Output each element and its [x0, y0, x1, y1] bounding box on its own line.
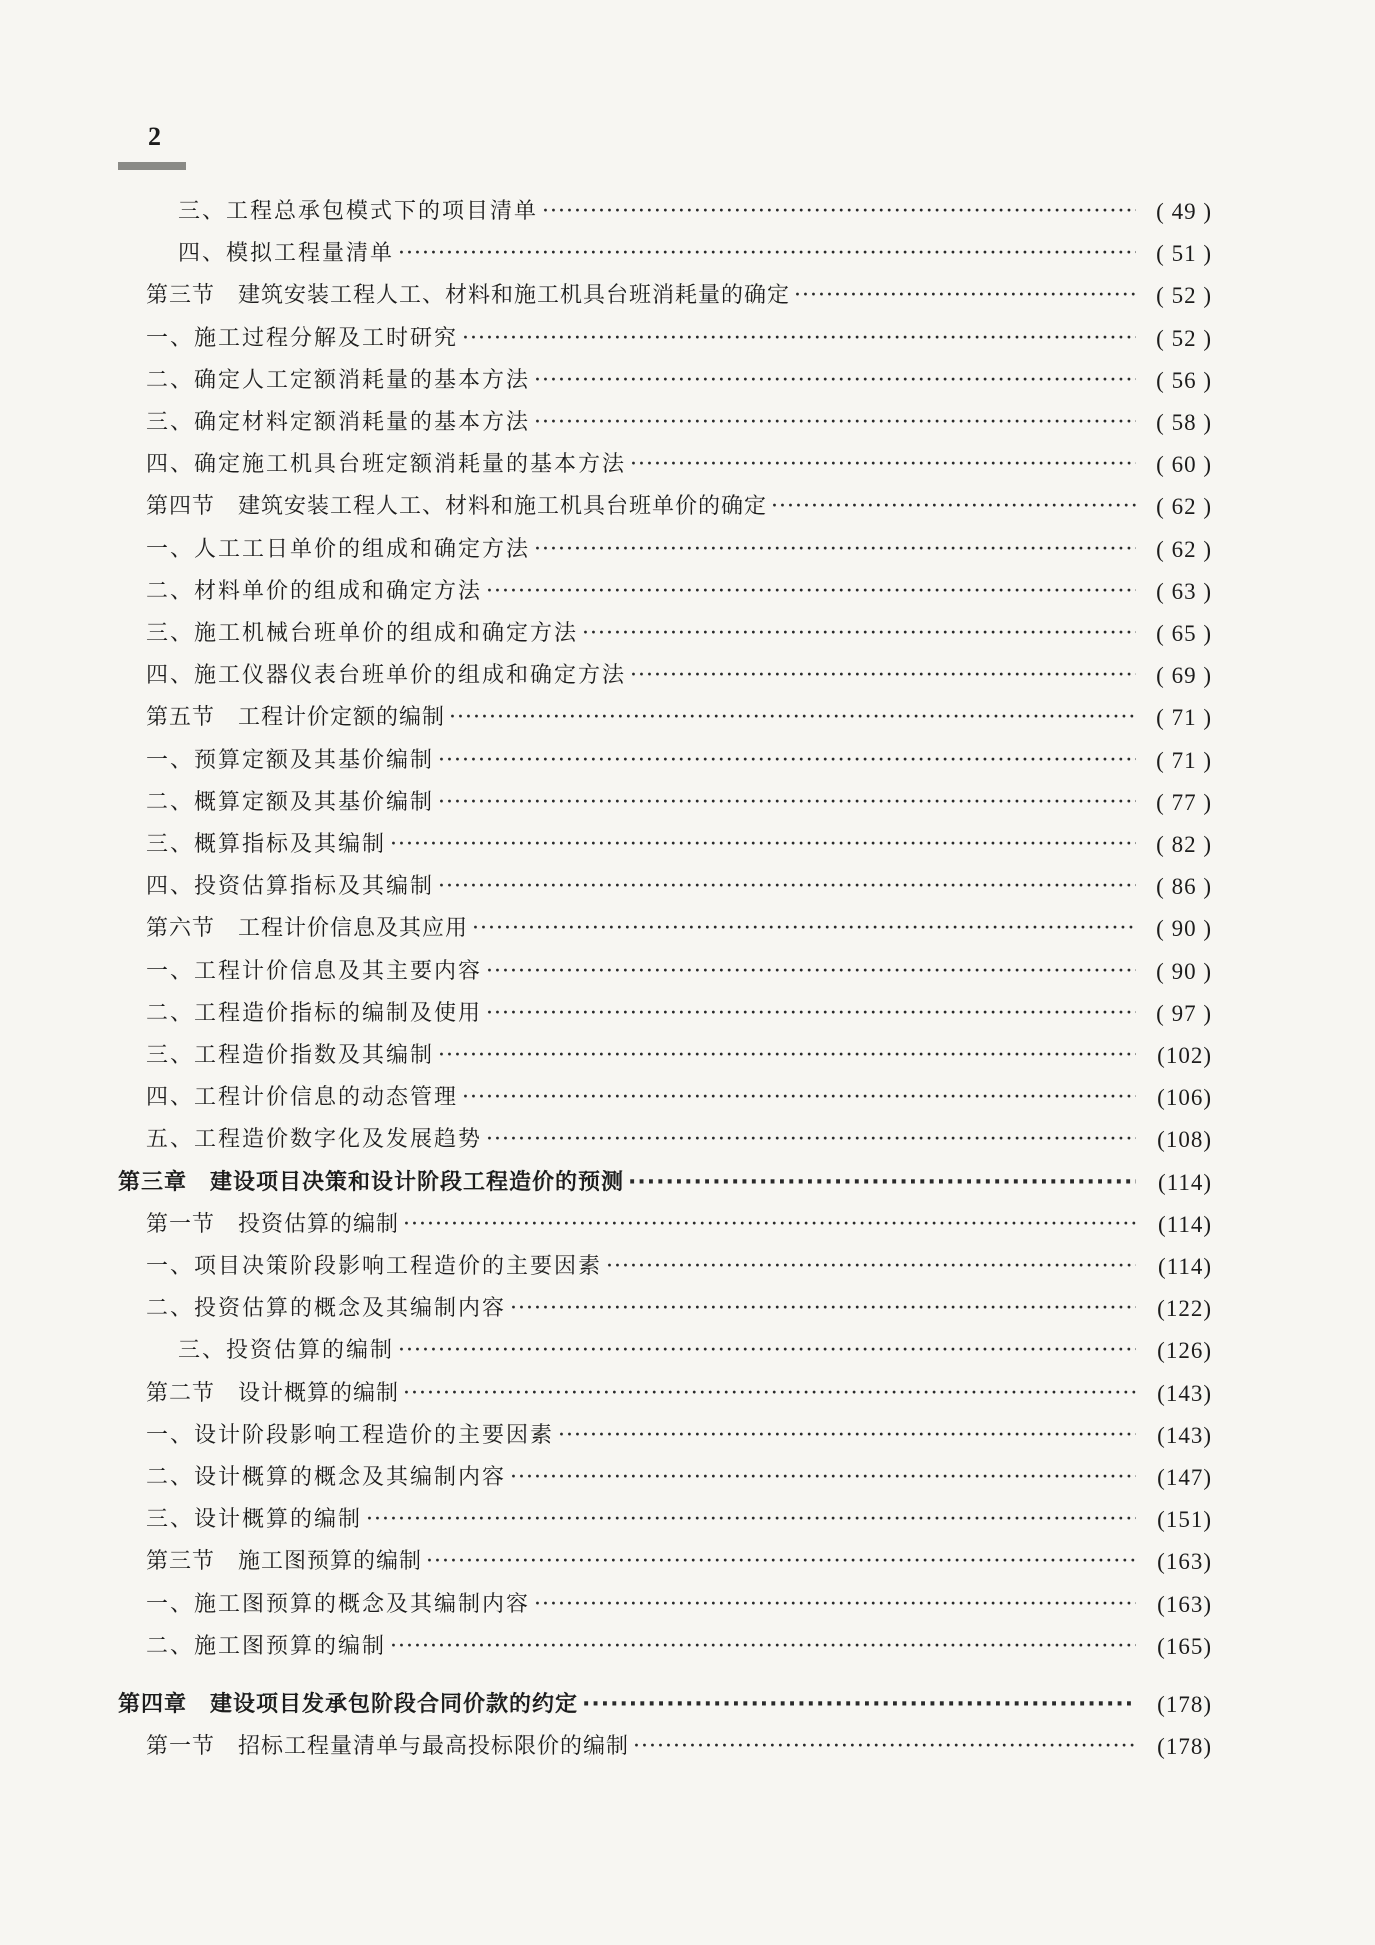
toc-item-row: [146, 870, 1212, 904]
toc-item-row: [146, 828, 1212, 862]
toc-entry-page: (178): [1157, 1734, 1212, 1760]
toc-item-row: [146, 1503, 1212, 1537]
toc-leader-dots: [403, 1377, 1136, 1411]
toc-entry-page: (106): [1157, 1085, 1212, 1111]
toc-leader-dots: [486, 997, 1136, 1031]
toc-entry-title: 第一节 投资估算的编制: [146, 1211, 400, 1237]
toc-item-row: [146, 659, 1212, 693]
toc-item-row: [146, 744, 1212, 778]
toc-section-row: [146, 490, 1212, 524]
toc-entry-page: ( 62 ): [1156, 536, 1212, 562]
toc-entry-title: 二、概算定额及其基价编制: [146, 789, 435, 815]
toc-entry-title: 第三节 建筑安装工程人工、材料和施工机具台班消耗量的确定: [146, 283, 791, 309]
toc-section-row: [146, 1730, 1212, 1764]
toc-entry-title: 三、工程总承包模式下的项目清单: [178, 199, 539, 224]
toc-entry-title: 一、项目决策阶段影响工程造价的主要因素: [146, 1254, 603, 1279]
toc-leader-dots: [630, 659, 1136, 693]
toc-item-row: [146, 533, 1212, 567]
toc-leader-dots: [398, 1334, 1136, 1368]
toc-item-row: [146, 1250, 1212, 1284]
toc-section-row: [146, 279, 1212, 313]
toc-entry-page: (114): [1158, 1211, 1212, 1237]
toc-leader-dots: [438, 744, 1136, 778]
toc-section-row: [146, 912, 1212, 946]
toc-entry-page: ( 62 ): [1156, 494, 1212, 520]
toc-entry-page: (102): [1157, 1043, 1212, 1068]
toc-entry-page: ( 82 ): [1156, 832, 1212, 857]
toc-entry-title: 第六节 工程计价信息及其应用: [146, 916, 469, 942]
toc-entry-title: 第四章 建设项目发承包阶段合同价款的约定: [118, 1692, 579, 1717]
page-number: 2: [148, 122, 161, 151]
toc-entry-page: (143): [1157, 1422, 1212, 1448]
toc-leader-dots: [606, 1250, 1136, 1284]
toc-entry-title: 二、投资估算的概念及其编制内容: [146, 1296, 507, 1322]
toc-entry-page: ( 52 ): [1156, 283, 1212, 309]
toc-entry-page: (143): [1157, 1380, 1212, 1406]
toc-item-row: [146, 1039, 1212, 1073]
toc-entry-page: (108): [1157, 1127, 1212, 1153]
toc-entry-title: 一、设计阶段影响工程造价的主要因素: [146, 1422, 555, 1448]
toc-section-row: [146, 1377, 1212, 1411]
toc-entry-title: 第五节 工程计价定额的编制: [146, 705, 446, 731]
toc-chapter-row: [118, 1166, 1212, 1200]
toc-entry-title: 三、设计概算的编制: [146, 1507, 363, 1533]
toc-item-row: [146, 617, 1212, 651]
toc-entry-title: 一、施工过程分解及工时研究: [146, 325, 459, 351]
toc-leader-dots: [510, 1292, 1136, 1326]
toc-entry-title: 一、人工工日单价的组成和确定方法: [146, 536, 531, 562]
toc-leader-dots: [403, 1208, 1136, 1242]
toc-section-row: [146, 1545, 1212, 1579]
toc-leader-dots: [390, 828, 1136, 862]
toc-item-row: [146, 1123, 1212, 1157]
toc-leader-dots: [510, 1461, 1136, 1495]
toc-entry-page: ( 56 ): [1156, 367, 1212, 393]
toc-section-row: [146, 1208, 1212, 1242]
toc-leader-dots: [462, 322, 1136, 356]
toc-entry-title: 第四节 建筑安装工程人工、材料和施工机具台班单价的确定: [146, 494, 768, 520]
toc-entry-page: (147): [1157, 1465, 1212, 1490]
toc-item-row: [146, 955, 1212, 989]
toc-leader-dots: [542, 195, 1136, 229]
toc-entry-title: 四、施工仪器仪表台班单价的组成和确定方法: [146, 663, 627, 689]
toc-item-row: [146, 406, 1212, 440]
toc-entry-page: ( 90 ): [1156, 958, 1212, 984]
toc-item-row: [146, 575, 1212, 609]
toc-entry-page: (163): [1157, 1549, 1212, 1575]
toc-item-row: [146, 1292, 1212, 1326]
toc-item-row: [146, 1081, 1212, 1115]
toc-entry-title: 第三节 施工图预算的编制: [146, 1549, 423, 1575]
toc-item-row: [146, 1588, 1212, 1622]
toc-item-row: [146, 1419, 1212, 1453]
toc-entry-title: 二、施工图预算的编制: [146, 1633, 387, 1659]
toc-item-row: [146, 1630, 1212, 1664]
toc-entry-title: 一、工程计价信息及其主要内容: [146, 958, 483, 984]
toc-entry-page: ( 51 ): [1156, 241, 1212, 267]
toc-entry-page: ( 71 ): [1156, 747, 1212, 773]
toc-entry-title: 四、工程计价信息的动态管理: [146, 1085, 459, 1111]
toc-entry-title: 三、投资估算的编制: [178, 1338, 395, 1364]
toc-item-row: [146, 448, 1212, 482]
toc-entry-page: ( 65 ): [1156, 621, 1212, 646]
toc-leader-dots: [771, 490, 1136, 524]
toc-entry-page: (165): [1157, 1633, 1212, 1659]
toc-leader-dots: [534, 364, 1136, 398]
toc-leader-dots: [438, 1039, 1136, 1073]
toc-entry-page: ( 90 ): [1156, 916, 1212, 942]
toc-entry-title: 二、材料单价的组成和确定方法: [146, 578, 483, 604]
toc-entry-title: 四、投资估算指标及其编制: [146, 874, 435, 900]
toc-item-row: [178, 195, 1212, 229]
toc-leader-dots: [438, 786, 1136, 820]
toc-entry-title: 五、工程造价数字化及发展趋势: [146, 1127, 483, 1153]
toc-leader-dots: [630, 448, 1136, 482]
toc-entry-title: 三、概算指标及其编制: [146, 832, 387, 857]
toc-entry-title: 四、确定施工机具台班定额消耗量的基本方法: [146, 452, 627, 478]
toc-leader-dots: [794, 279, 1136, 313]
toc-entry-page: ( 49 ): [1156, 199, 1212, 224]
toc-entry-page: (114): [1158, 1254, 1212, 1279]
toc-leader-dots: [449, 701, 1136, 735]
toc-entry-title: 二、工程造价指标的编制及使用: [146, 1000, 483, 1026]
toc-entry-title: 三、工程造价指数及其编制: [146, 1043, 435, 1068]
toc-item-row: [146, 364, 1212, 398]
toc-entry-title: 四、模拟工程量清单: [178, 241, 395, 267]
toc-leader-dots: [486, 955, 1136, 989]
toc-leader-dots: [633, 1730, 1136, 1764]
toc-entry-title: 第三章 建设项目决策和设计阶段工程造价的预测: [118, 1169, 625, 1195]
toc-item-row: [146, 322, 1212, 356]
toc-entry-title: 三、确定材料定额消耗量的基本方法: [146, 410, 531, 435]
toc-entry-page: ( 77 ): [1156, 789, 1212, 815]
toc-chapter-row: [118, 1688, 1212, 1722]
toc-leader-dots: [486, 575, 1136, 609]
toc-entry-page: ( 60 ): [1156, 452, 1212, 478]
toc-entry-title: 一、预算定额及其基价编制: [146, 747, 435, 773]
toc-leader-dots: [582, 617, 1136, 651]
toc-section-row: [146, 701, 1212, 735]
toc-leader-dots: [534, 406, 1136, 440]
toc-leader-dots: [438, 870, 1136, 904]
toc-leader-dots: [472, 912, 1136, 946]
toc-entry-page: ( 52 ): [1156, 325, 1212, 351]
toc-entry-title: 二、设计概算的概念及其编制内容: [146, 1465, 507, 1490]
toc-leader-dots: [398, 237, 1136, 271]
toc-leader-dots: [486, 1123, 1136, 1157]
toc-entry-page: (122): [1157, 1296, 1212, 1322]
toc-item-row: [178, 1334, 1212, 1368]
toc-leader-dots: [462, 1081, 1136, 1115]
toc-entry-page: (126): [1157, 1338, 1212, 1364]
toc-entry-title: 三、施工机械台班单价的组成和确定方法: [146, 621, 579, 646]
toc-leader-dots: [390, 1630, 1136, 1664]
toc-leader-dots: [628, 1166, 1136, 1200]
page-number-rule: [118, 162, 186, 170]
toc-item-row: [178, 237, 1212, 271]
toc-entry-page: ( 97 ): [1156, 1000, 1212, 1026]
toc-leader-dots: [534, 533, 1136, 567]
toc-entry-title: 一、施工图预算的概念及其编制内容: [146, 1591, 531, 1617]
toc-entry-page: ( 71 ): [1156, 705, 1212, 731]
toc-entry-page: ( 63 ): [1156, 578, 1212, 604]
toc-entry-page: (178): [1157, 1692, 1212, 1717]
toc-leader-dots: [558, 1419, 1136, 1453]
toc-item-row: [146, 1461, 1212, 1495]
toc-entry-page: ( 58 ): [1156, 410, 1212, 435]
toc-leader-dots: [582, 1688, 1136, 1722]
toc-leader-dots: [534, 1588, 1136, 1622]
toc-entry-page: (114): [1158, 1169, 1212, 1195]
toc-entry-page: ( 69 ): [1156, 663, 1212, 689]
toc-entry-title: 二、确定人工定额消耗量的基本方法: [146, 367, 531, 393]
toc-item-row: [146, 997, 1212, 1031]
toc-leader-dots: [426, 1545, 1136, 1579]
toc-entry-page: (163): [1157, 1591, 1212, 1617]
toc-entry-page: (151): [1157, 1507, 1212, 1533]
toc-leader-dots: [366, 1503, 1136, 1537]
toc-entry-title: 第一节 招标工程量清单与最高投标限价的编制: [146, 1734, 630, 1760]
toc-entry-page: ( 86 ): [1156, 874, 1212, 900]
toc-item-row: [146, 786, 1212, 820]
toc-entry-title: 第二节 设计概算的编制: [146, 1380, 400, 1406]
